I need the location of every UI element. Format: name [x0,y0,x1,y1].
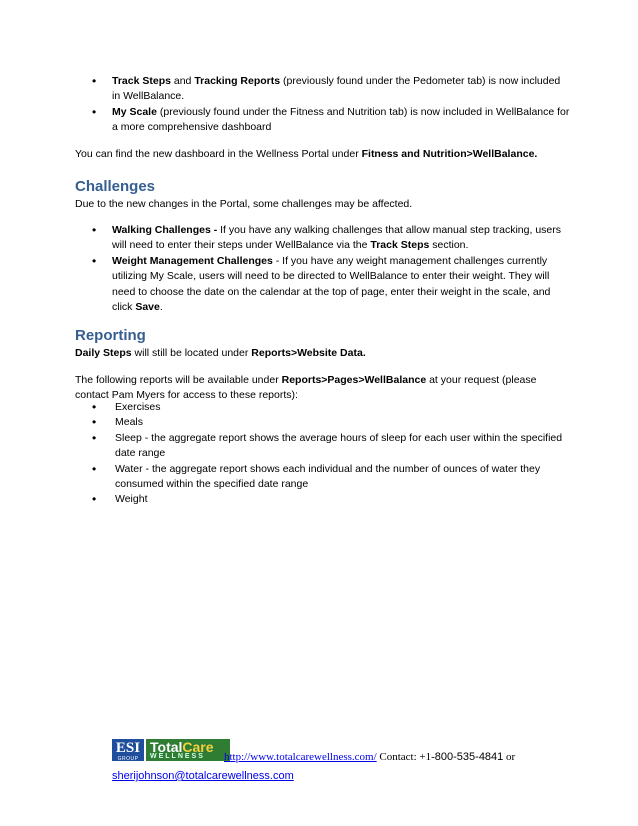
list-item: • My Scale (previously found under the Fitness and Nutrition tab) is now included in WellBalance for a more comprehensive dashboard [75,105,570,136]
reporting-heading: Reporting [75,327,146,344]
challenges-heading: Challenges [75,178,156,195]
list-item: • Weight [75,492,570,507]
challenges-intro: Due to the new changes in the Portal, some challenges may be affected. [75,198,413,210]
list-item: • Walking Challenges - If you have any walking challenges that allow manual step tracking, users will need to enter their steps under WellBalance via the Track Steps section. [75,223,570,254]
list-item: • Exercises [75,400,570,415]
list-item: • Meals [75,415,570,430]
list-item: • Weight Management Challenges - If you have any weight management challenges currently utilizing My Scale, users will need to be directed to WellBalance to enter their weight. They will need to choose the date on the calendar at the top of page, enter their weight in the scale, and click Save. [75,254,570,316]
list-item: • Water - the aggregate report shows each individual and the number of ounces of water they consumed within the specified date range [75,462,570,493]
website-link[interactable]: http://www.totalcarewellness.com/ [224,751,377,763]
page-footer [112,739,582,789]
dashboard-note: You can find the new dashboard in the Wellness Portal under Fitness and Nutrition>WellBalance. [75,148,538,160]
totalcare-logo: TotalCare WELLNESS [146,739,230,761]
phone-number: 800-535-4841 [434,751,504,763]
contact-line: http://www.totalcarewellness.com/ Contact: +1-800-535-4841 or [224,751,516,763]
list-item: • Sleep - the aggregate report shows the average hours of sleep for each user within the specified date range [75,431,570,462]
esi-logo: ESI GROUP [112,739,144,761]
daily-steps-note: Daily Steps will still be located under Reports>Website Data. [75,347,366,359]
intro-list [75,74,570,136]
challenges-list [75,223,570,315]
reports-note: The following reports will be available under Reports>Pages>WellBalance at your request (please contact Pam Myers for access to these reports): [75,374,537,402]
reports-list [75,400,570,508]
list-item: • Track Steps and Tracking Reports (previously found under the Pedometer tab) is now included in WellBalance. [75,74,570,105]
email-link[interactable]: sherijohnson@totalcarewellness.com [112,770,294,782]
